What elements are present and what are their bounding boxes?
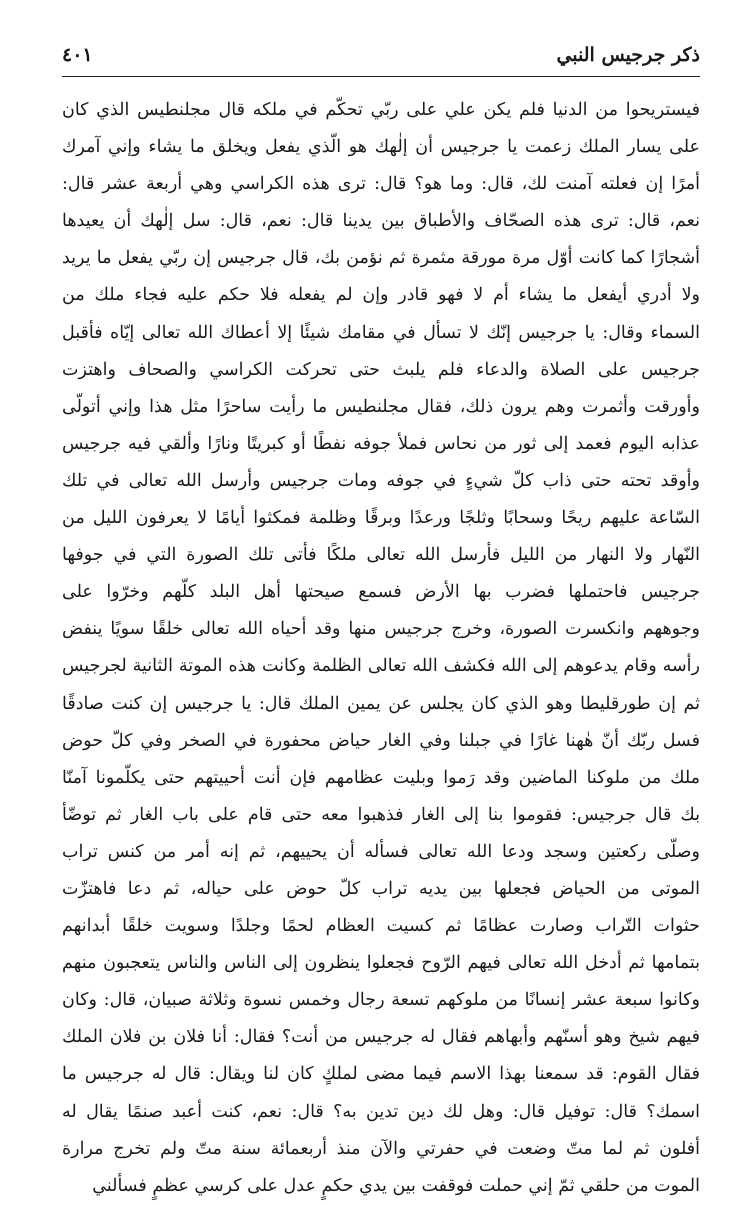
text-line: ملك من ملوكنا الماضين وقد رَموا وبليت عظامهم فإن أنت أحييتهم حتى يكلّمونا آمنّا [62, 767, 700, 788]
text-line: أمرًا إن فعلته آمنت لك، قال: وما هو؟ قال: ترى هذه الكراسي وهي أربعة عشر قال: [62, 174, 700, 195]
text-line: أشجارًا كما كانت أوّل مرة مورقة مثمرة ثم نؤمن بك، قال جرجيس إن ربّي يفعل ما يريد [62, 248, 700, 269]
text-line: وصلّى ركعتين وسجد ودعا الله تعالى فسأله أن يحييهم، ثم إنه أمر من كنس تراب [62, 841, 700, 862]
text-line: بك قال جرجيس: فقوموا بنا إلى الغار فذهبوا معه حتى قام على باب الغار ثم توضّأ [62, 804, 700, 825]
text-line: على يسار الملك زعمت يا جرجيس أن إلٰهك هو الّذي يفعل ويخلق ما يشاء وإني آمرك [62, 137, 700, 158]
text-line: ولا أدري أيفعل ما يشاء أم لا فهو قادر وإن لم يفعله فلا حكم عليه فجاء ملك من [62, 285, 700, 306]
text-line: جرجيس على الصلاة والدعاء فلم يلبث حتى تحركت الكراسي والصحاف واهتزت [62, 359, 700, 380]
page-header [62, 40, 700, 74]
text-line: وكانوا سبعة عشر إنسانًا من ملوكهم تسعة رجال وخمس نسوة وثلاثة صبيان، قال: وكان [62, 990, 700, 1011]
text-line: اسمك؟ قال: توفيل قال: وهل لك دين تدين به؟ قال: نعم، كنت أعبد صنمًا يقال له [62, 1101, 700, 1122]
text-line: فيستريحوا من الدنيا فلم يكن علي على ربّي تحكّم في ملكه قال مجلنطيس الذي كان [62, 100, 700, 120]
text-line: النّهار ولا النهار من الليل فأرسل الله تعالى ملكًا فأتى تلك الصورة التي في جوفها [62, 545, 700, 566]
body-text [62, 92, 700, 1205]
text-line: أفلون ثم لما متّ وضعت في حفرتي والآن منذ أربعمائة سنة متّ ولم تخرج مرارة [62, 1138, 700, 1159]
text-line: وجوههم وانكسرت الصورة، وخرج جرجيس منها وقد أحياه الله تعالى خلقًا سويًا ينفض [62, 619, 700, 640]
text-line: وأورقت وأثمرت وهم يرون ذلك، فقال مجلنطيس ما رأيت ساحرًا مثل هذا وإني أتولّى [62, 396, 700, 417]
running-title: ذكر جرجيس النبي [556, 44, 700, 66]
text-line: السّاعة عليهم ريحًا وسحابًا وثلجًا ورعدًا وبرقًا وظلمة فمكثوا أيامًا لا يعرفون الليل من [62, 508, 700, 529]
text-line: فسل ربّك أنّ هٰهنا غارًا في جبلنا وفي الغار حياض محفورة في الصخر وفي كلّ حوض [62, 730, 700, 751]
text-line: الموت من حلقي ثمّ إني حملت فوقفت بين يدي حكمٍ عدل على كرسي عظمٍ فسألني [92, 1175, 700, 1196]
text-line: وأوقد تحته حتى ذاب كلّ شيءٍ في جوفه ومات جرجيس وأرسل الله تعالى في تلك [62, 470, 700, 491]
text-line: حثوات التّراب وصارت عظامًا ثم كسيت العظام لحمًا وجلدًا وسويت خلقًا أبدانهم [62, 916, 700, 937]
text-line: الموتى من الحياض فجعلها بين يديه تراب كلّ حوض على حياله، ثم دعا فاهتزّت [62, 878, 700, 899]
text-line: فيهم شيخ وهو أسنّهم وأبهاهم فقال له جرجيس من أنت؟ فقال: أنا فلان بن فلان الملك [62, 1027, 700, 1048]
header-rule [62, 76, 700, 77]
text-line: جرجيس فاحتملها فضرب بها الأرض فسمع صيحتها أهل البلد كلّهم وخرّوا على [62, 582, 700, 603]
text-line: بتمامها ثم أدخل الله تعالى فيهم الرّوح فجعلوا ينظرون إلى الناس والناس يتعجبون منهم [62, 953, 700, 974]
text-line: فقال القوم: قد سمعنا بهذا الاسم فيما مضى لملكٍ كان لنا ويقال: قال له جرجيس ما [62, 1064, 700, 1085]
text-line: عذابه اليوم فعمد إلى ثور من نحاس فملأ جوفه نفطًا أو كبريتًا ونارًا وألقي فيه جرجيس [62, 433, 700, 454]
text-line: ثم إن طورقليطا وهو الذي كان يجلس عن يمين الملك قال: يا جرجيس إن كنت صادقًا [62, 693, 700, 714]
text-line: نعم، قال: ترى هذه الصحّاف والأطباق بين يدينا قال: نعم، قال: سل إلٰهك أن يعيدها [62, 211, 700, 232]
text-line: السماء وقال: يا جرجيس إنّك لا تسأل في مقامك شيئًا إلا أعطاك الله تعالى إيّاه فأقبل [62, 322, 700, 343]
text-line: رأسه وقام يدعوهم إلى الله فكشف الله تعالى الظلمة وكانت هذه الموتة الثانية لجرجيس [62, 656, 700, 677]
page-number: ٤٠١ [62, 44, 93, 66]
